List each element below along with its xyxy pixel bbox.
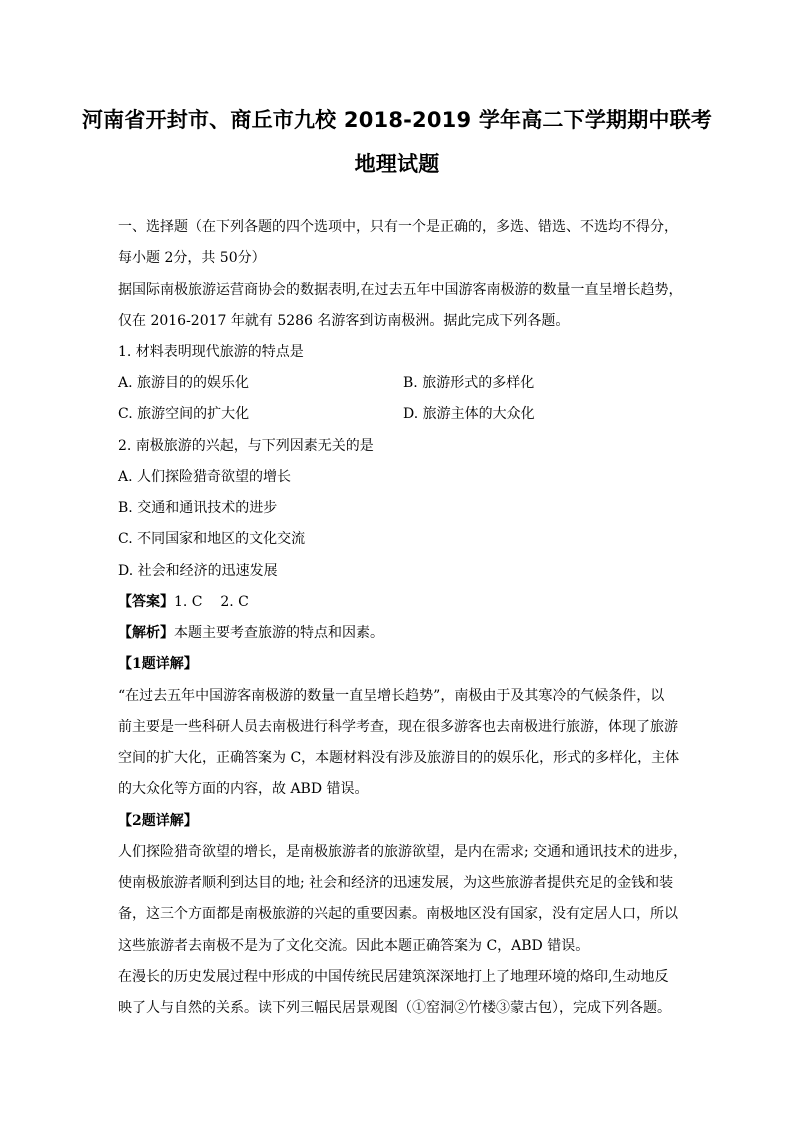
question-1-option-a: A. 旅游目的的娱乐化 — [118, 375, 250, 391]
question-2-stem: 2. 南极旅游的兴起，与下列因素无关的是 — [118, 438, 374, 454]
question-2-option-a: A. 人们探险猎奇欲望的增长 — [118, 469, 292, 485]
detail-1-paragraph: 前主要是一些科研人员去南极进行科学考查，现在很多游客也去南极进行旅游，体现了旅游 — [118, 719, 678, 735]
analysis-text: 本题主要考查旅游的特点和因素。 — [174, 625, 384, 641]
detail-1-paragraph: 空间的扩大化，正确答案为 C，本题材料没有涉及旅游目的的娱乐化，形式的多样化，主体 — [118, 750, 680, 766]
answer-text: 1. C 2. C — [174, 594, 249, 610]
analysis-line — [118, 623, 384, 643]
question-2-option-b: B. 交通和通讯技术的进步 — [118, 500, 278, 516]
question-1-option-d: D. 旅游主体的大众化 — [403, 406, 535, 422]
analysis-label: 【解析】 — [118, 625, 174, 641]
detail-2-paragraph: 使南极旅游者顺利到达目的地; 社会和经济的迅速发展，为这些旅游者提供充足的金钱和装 — [118, 875, 674, 891]
answer-line — [118, 592, 249, 612]
section-heading: 一、选择题（在下列各题的四个选项中，只有一个是正确的，多选、错选、不选均不得分， — [118, 219, 678, 235]
detail-2-paragraph: 备，这三个方面都是南极旅游的兴起的重要因素。南极地区没有国家，没有定居人口，所以 — [118, 906, 678, 922]
detail-1-paragraph: 的大众化等方面的内容，故 ABD 错误。 — [118, 781, 369, 797]
document-subtitle: 地理试题 — [354, 152, 440, 176]
question-2-option-d: D. 社会和经济的迅速发展 — [118, 563, 278, 579]
document-title: 河南省开封市、商丘市九校 2018-2019 学年高二下学期期中联考 — [81, 108, 713, 132]
question-1-stem: 1. 材料表明现代旅游的特点是 — [118, 344, 304, 360]
material-paragraph-2-cont: 映了人与自然的关系。读下列三幅民居景观图（①窑洞②竹楼③蒙古包），完成下列各题。 — [118, 1000, 671, 1016]
material-paragraph-2: 在漫长的历史发展过程中形成的中国传统民居建筑深深地打上了地理环境的烙印,生动地反 — [118, 969, 669, 985]
question-1-option-c: C. 旅游空间的扩大化 — [118, 406, 250, 422]
material-paragraph: 据国际南极旅游运营商协会的数据表明,在过去五年中国游客南极游的数量一直呈增长趋势， — [118, 282, 683, 298]
material-paragraph-cont: 仅在 2016-2017 年就有 5286 名游客到访南极洲。据此完成下列各题。 — [118, 313, 570, 329]
detail-2-paragraph: 这些旅游者去南极不是为了文化交流。因此本题正确答案为 C，ABD 错误。 — [118, 938, 590, 954]
answer-label: 【答案】 — [118, 594, 174, 610]
section-heading-cont: 每小题 2分，共 50分） — [118, 250, 266, 266]
detail-1-paragraph: “在过去五年中国游客南极游的数量一直呈增长趋势”，南极由于及其寒冷的气候条件，以 — [118, 688, 665, 704]
detail-2-label: 【2题详解】 — [118, 813, 198, 829]
question-2-option-c: C. 不同国家和地区的文化交流 — [118, 531, 306, 547]
question-1-option-b: B. 旅游形式的多样化 — [403, 375, 535, 391]
detail-2-paragraph: 人们探险猎奇欲望的增长，是南极旅游者的旅游欲望，是内在需求; 交通和通讯技术的进步， — [118, 844, 688, 860]
detail-1-label: 【1题详解】 — [118, 656, 198, 672]
